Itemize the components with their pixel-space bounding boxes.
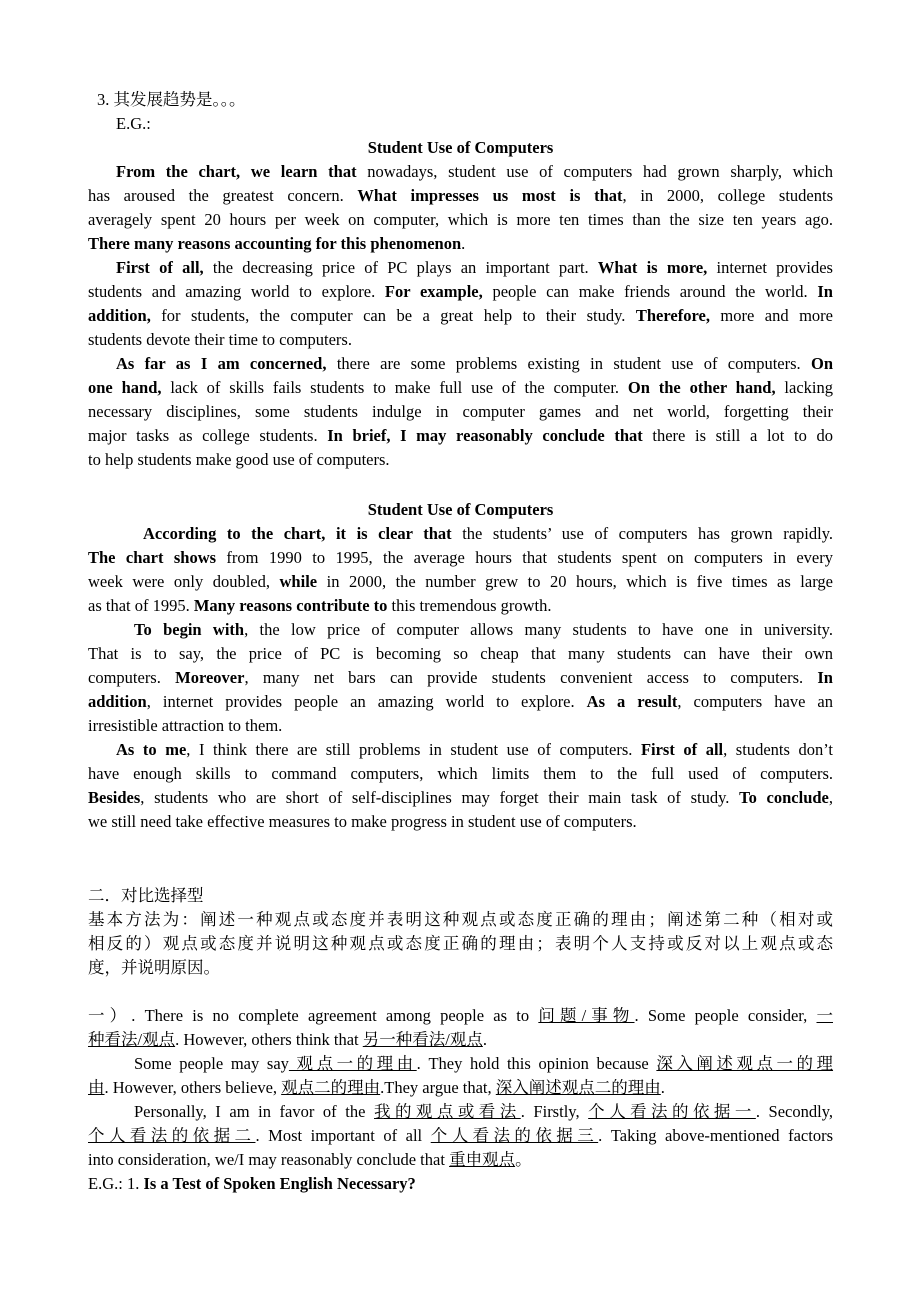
text-run: nowadays, student use of computers had grown sharply, which (356, 162, 833, 181)
bold-phrase: First of all, (116, 258, 204, 277)
text-run: lacking (775, 378, 833, 397)
bold-phrase: As a result (586, 692, 678, 711)
bold-phrase: addition, (88, 306, 151, 325)
text-run: in 2000, the number grew to 20 hours, which is five times as large (317, 572, 833, 591)
text-run: lack of skills fails students to make full use of the computer. (161, 378, 628, 397)
bold-phrase: As to me (116, 740, 187, 759)
bold-phrase: To begin with (134, 620, 245, 639)
text-run: have enough skills to command computers, which limits them to the full used of computers. (88, 764, 833, 783)
text-line (88, 714, 833, 738)
template-line-3: Some people may say 观点一的理由. They hold this opinion because 深入阐述观点一的理 (134, 1054, 834, 1073)
text-run: averagely spent 20 hours per week on computer, which is more ten times than the size ten years ago. (88, 210, 833, 229)
text-run: students and amazing world to explore. (88, 282, 385, 301)
text-line (88, 280, 833, 304)
text-run: , students who are short of self-disciplines may forget their main task of study. (140, 788, 740, 807)
text-run: as that of 1995. (88, 596, 194, 615)
bold-phrase: For example, (384, 282, 483, 301)
bold-phrase: In (817, 282, 833, 301)
text-run: , computers have an (677, 692, 834, 711)
bold-phrase: On the other hand, (627, 378, 776, 397)
template-line-2: 种看法/观点. However, others think that 另一种看法/观点. (88, 1030, 487, 1049)
text-run: , I think there are still problems in student use of computers. (186, 740, 641, 759)
text-line (88, 786, 833, 810)
method-line-3: 度，并说明原因。 (88, 958, 220, 977)
bold-phrase: In brief, I may reasonably conclude that (327, 426, 643, 445)
text-run: computers. (88, 668, 176, 687)
bold-phrase: From the chart, we learn that (116, 162, 357, 181)
text-run: from 1990 to 1995, the average hours that students spent on computers in every (216, 548, 833, 567)
template-line-7: into consideration, we/I may reasonably conclude that 重申观点。 (88, 1150, 532, 1169)
bold-phrase: As far as I am concerned, (116, 354, 327, 373)
numbered-item: 3. 其发展趋势是。。。 (97, 90, 246, 109)
text-run: , students don’t (723, 740, 833, 759)
text-line (116, 738, 833, 762)
text-line (88, 232, 833, 256)
text-run: , in 2000, college students (622, 186, 833, 205)
text-line (88, 208, 833, 232)
bold-phrase: addition (88, 692, 147, 711)
text-run: the students’ use of computers has grown rapidly. (451, 524, 833, 543)
text-line (88, 400, 833, 424)
eg-label: E.G.: (116, 114, 151, 133)
template-line-5: Personally, I am in favor of the 我的观点或看法. Firstly, 个人看法的依据一. Secondly, (134, 1102, 834, 1121)
text-line (88, 184, 833, 208)
text-line (88, 448, 833, 472)
bold-phrase: There many reasons accounting for this phenomenon (88, 234, 462, 253)
text-line (88, 642, 833, 666)
text-line (134, 618, 833, 642)
bold-phrase: one hand, (88, 378, 162, 397)
text-run: , (828, 788, 833, 807)
example-heading: E.G.: 1. Is a Test of Spoken English Necessary? (88, 1174, 416, 1193)
bold-phrase: The chart shows (88, 548, 217, 567)
template-line-6: 个人看法的依据二. Most important of all 个人看法的依据三. Taking above-mentioned factors (88, 1126, 833, 1145)
bold-phrase: Moreover (175, 668, 245, 687)
text-run: week were only doubled, (88, 572, 280, 591)
bold-phrase: Besides (88, 788, 141, 807)
text-run: to help students make good use of computers. (88, 450, 390, 469)
bold-phrase: To conclude (739, 788, 829, 807)
bold-phrase: According to the chart, it is clear that (143, 524, 452, 543)
text-line (116, 160, 833, 184)
text-line (88, 666, 833, 690)
text-run: more and more (709, 306, 833, 325)
text-line (116, 352, 833, 376)
text-run: has aroused the greatest concern. (88, 186, 358, 205)
text-run: internet provides (707, 258, 833, 277)
text-line (88, 690, 833, 714)
text-run: people can make friends around the world. (482, 282, 818, 301)
text-line (88, 762, 833, 786)
text-line (88, 810, 833, 834)
bold-phrase: while (279, 572, 318, 591)
method-line-1: 基本方法为：阐述一种观点或态度并表明这种观点或态度正确的理由；阐述第二种（相对或 (88, 910, 833, 929)
text-line (143, 522, 833, 546)
text-line (88, 546, 833, 570)
method-line-2: 相反的）观点或态度并说明这种观点或态度正确的理由；表明个人支持或反对以上观点或态 (88, 934, 833, 953)
bold-phrase: On (811, 354, 834, 373)
bold-phrase: Many reasons contribute to (193, 596, 388, 615)
text-run: this tremendous growth. (387, 596, 552, 615)
text-run: . (461, 234, 466, 253)
text-run: the decreasing price of PC plays an important part. (203, 258, 598, 277)
text-run: there is still a lot to do (642, 426, 833, 445)
text-line (88, 304, 833, 328)
text-run: for students, the computer can be a great help to their study. (150, 306, 636, 325)
text-run: , internet provides people an amazing world to explore. (146, 692, 587, 711)
text-line (88, 424, 833, 448)
essay2-title: Student Use of Computers (367, 500, 554, 519)
template-line-4: 由. However, others believe, 观点二的理由.They argue that, 深入阐述观点二的理由. (88, 1078, 665, 1097)
text-line (88, 570, 833, 594)
text-line (116, 256, 833, 280)
text-line (88, 328, 833, 352)
text-run: That is to say, the price of PC is becoming so cheap that many students can have their own (88, 644, 833, 663)
text-run: irresistible attraction to them. (88, 716, 283, 735)
bold-phrase: First of all (640, 740, 724, 759)
bold-phrase: In (817, 668, 833, 687)
text-run: , the low price of computer allows many students to have one in university. (244, 620, 833, 639)
text-line (88, 594, 833, 618)
text-run: students devote their time to computers. (88, 330, 352, 349)
text-run: , many net bars can provide students convenient access to computers. (244, 668, 818, 687)
bold-phrase: Therefore, (635, 306, 710, 325)
text-run: major tasks as college students. (88, 426, 328, 445)
template-line-1: 一）. There is no complete agreement among people as to 问题/事物. Some people consider, 一 (88, 1006, 833, 1025)
bold-phrase: What impresses us most is that (357, 186, 623, 205)
bold-phrase: What is more, (597, 258, 708, 277)
text-run: there are some problems existing in student use of computers. (326, 354, 811, 373)
essay1-title: Student Use of Computers (367, 138, 554, 157)
text-run: necessary disciplines, some students indulge in computer games and net world, forgetting their (88, 402, 833, 421)
text-line (88, 376, 833, 400)
text-run: we still need take effective measures to make progress in student use of computers. (88, 812, 637, 831)
section-heading: 二．对比选择型 (88, 886, 204, 905)
